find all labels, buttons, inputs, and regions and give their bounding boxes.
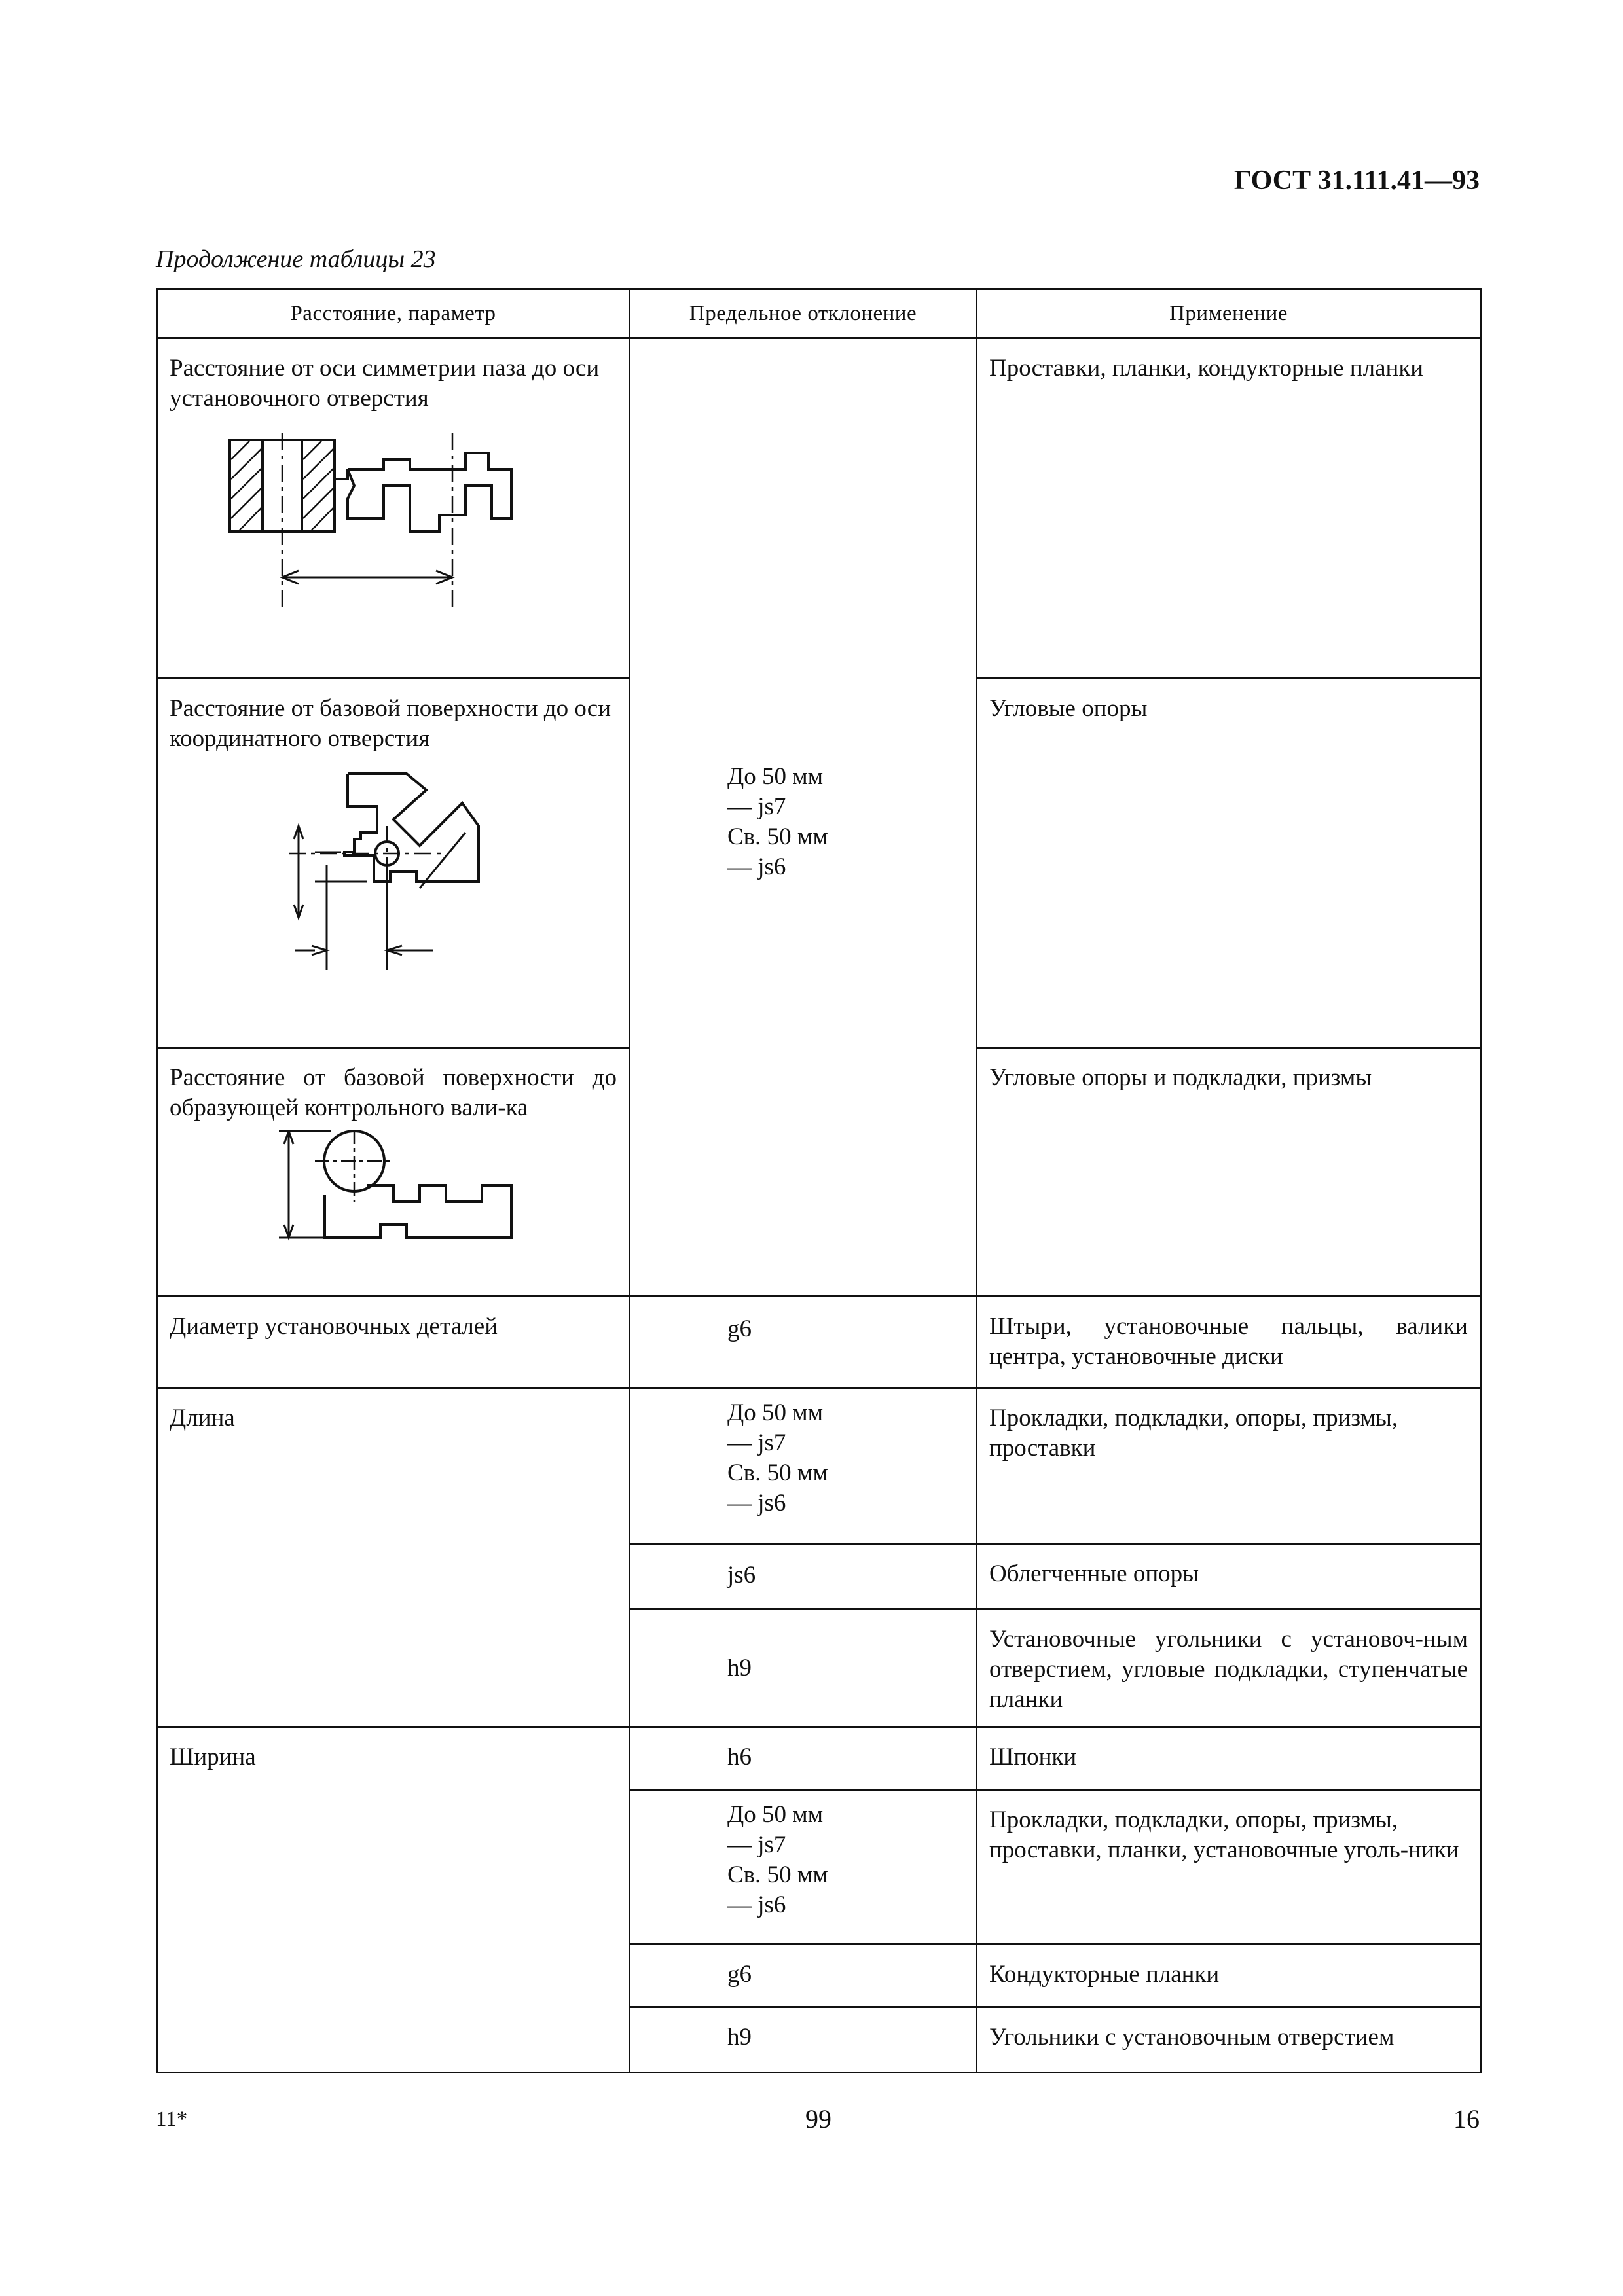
application-text: Прокладки, подкладки, опоры, призмы, проставки, планки, установочные уголь-ники [989, 1806, 1459, 1863]
parameter-text: Расстояние от оси симметрии паза до оси установочного отверстия [170, 355, 600, 412]
deviation-line: — js6 [727, 1490, 786, 1516]
application-text: Угловые опоры [989, 695, 1148, 722]
deviation-line: До 50 мм [727, 1399, 824, 1426]
application-text: Облегченные опоры [989, 1560, 1199, 1587]
deviation-cell [630, 1790, 977, 1945]
deviation-line: Св. 50 мм [727, 823, 828, 850]
deviation-text: js6 [727, 1562, 756, 1588]
deviation-line: — js7 [727, 1831, 786, 1858]
parameter-cell [157, 679, 630, 1048]
spec-table [156, 288, 1482, 2073]
table-header-row [157, 289, 1481, 338]
table-row [157, 1388, 1481, 1544]
application-cell [977, 1048, 1481, 1297]
application-text: Угольники с установочным отверстием [989, 2024, 1395, 2051]
column-header-parameter: Расстояние, параметр [157, 289, 630, 338]
application-text: Проставки, планки, кондукторные планки [989, 355, 1424, 382]
application-cell [977, 1297, 1481, 1388]
application-cell [977, 1544, 1481, 1609]
control-roller-drawing [158, 1130, 616, 1261]
deviation-text: h9 [727, 2024, 752, 2051]
application-cell [977, 1388, 1481, 1544]
deviation-cell [630, 1388, 977, 1544]
application-text: Угловые опоры и подкладки, призмы [989, 1064, 1372, 1091]
application-text: Шпонки [989, 1744, 1077, 1770]
application-text: Штыри, установочные пальцы, валики центра, установочные диски [989, 1313, 1468, 1370]
deviation-text: g6 [727, 1961, 752, 1988]
deviation-line: До 50 мм [727, 1801, 824, 1828]
parameter-cell [157, 1297, 630, 1388]
deviation-line: Св. 50 мм [727, 1861, 828, 1888]
deviation-cell [630, 1609, 977, 1727]
deviation-cell [630, 1945, 977, 2007]
parameter-text: Ширина [170, 1744, 256, 1770]
deviation-cell [630, 1727, 977, 1790]
application-cell [977, 1790, 1481, 1945]
application-text: Кондукторные планки [989, 1961, 1220, 1988]
deviation-line: — js7 [727, 793, 786, 820]
table-row [157, 1727, 1481, 1790]
column-header-deviation: Предельное отклонение [630, 289, 977, 338]
slot-axis-drawing [158, 420, 616, 656]
shared-deviation [630, 753, 976, 882]
application-text: Прокладки, подкладки, опоры, призмы, проставки [989, 1405, 1398, 1462]
parameter-cell [157, 1048, 630, 1297]
deviation-cell [630, 1544, 977, 1609]
application-cell [977, 1727, 1481, 1790]
parameter-text: Длина [170, 1405, 235, 1431]
deviation-line: — js6 [727, 853, 786, 880]
table-row [157, 1297, 1481, 1388]
deviation-text: h6 [727, 1744, 752, 1770]
sheet-number: 16 [1453, 2104, 1480, 2134]
column-header-application: Применение [977, 289, 1481, 338]
application-cell [977, 1609, 1481, 1727]
deviation-line: — js6 [727, 1892, 786, 1918]
deviation-text [630, 1389, 976, 1518]
parameter-cell [157, 1727, 630, 2073]
deviation-text: g6 [727, 1316, 752, 1342]
application-text: Установочные угольники с установоч-ным отверстием, угловые подкладки, ступенчатые планки [989, 1626, 1468, 1713]
footer-signature: 11* [156, 2108, 188, 2131]
deviation-cell [630, 1297, 977, 1388]
application-cell [977, 2007, 1481, 2073]
standard-code: ГОСТ 31.111.41—93 [1233, 166, 1480, 196]
application-cell [977, 679, 1481, 1048]
table-caption: Продолжение таблицы 23 [156, 245, 436, 273]
parameter-text: Расстояние от базовой поверхности до образующей контрольного вали-ка [170, 1064, 617, 1121]
parameter-text: Расстояние от базовой поверхности до оси координатного отверстия [170, 695, 611, 752]
parameter-text: Диаметр установочных деталей [170, 1313, 498, 1340]
page-number: 99 [805, 2104, 831, 2134]
deviation-text [630, 1791, 976, 1920]
application-cell [977, 1945, 1481, 2007]
application-cell [977, 338, 1481, 679]
deviation-line: Св. 50 мм [727, 1460, 828, 1486]
deviation-cell [630, 2007, 977, 2073]
deviation-line: До 50 мм [727, 762, 824, 790]
deviation-line: — js7 [727, 1429, 786, 1456]
table-row [157, 338, 1481, 679]
deviation-text: h9 [727, 1654, 752, 1681]
parameter-cell [157, 1388, 630, 1727]
parameter-cell [157, 338, 630, 679]
shared-deviation-cell [630, 338, 977, 1297]
coordinate-hole-drawing [158, 761, 616, 1009]
